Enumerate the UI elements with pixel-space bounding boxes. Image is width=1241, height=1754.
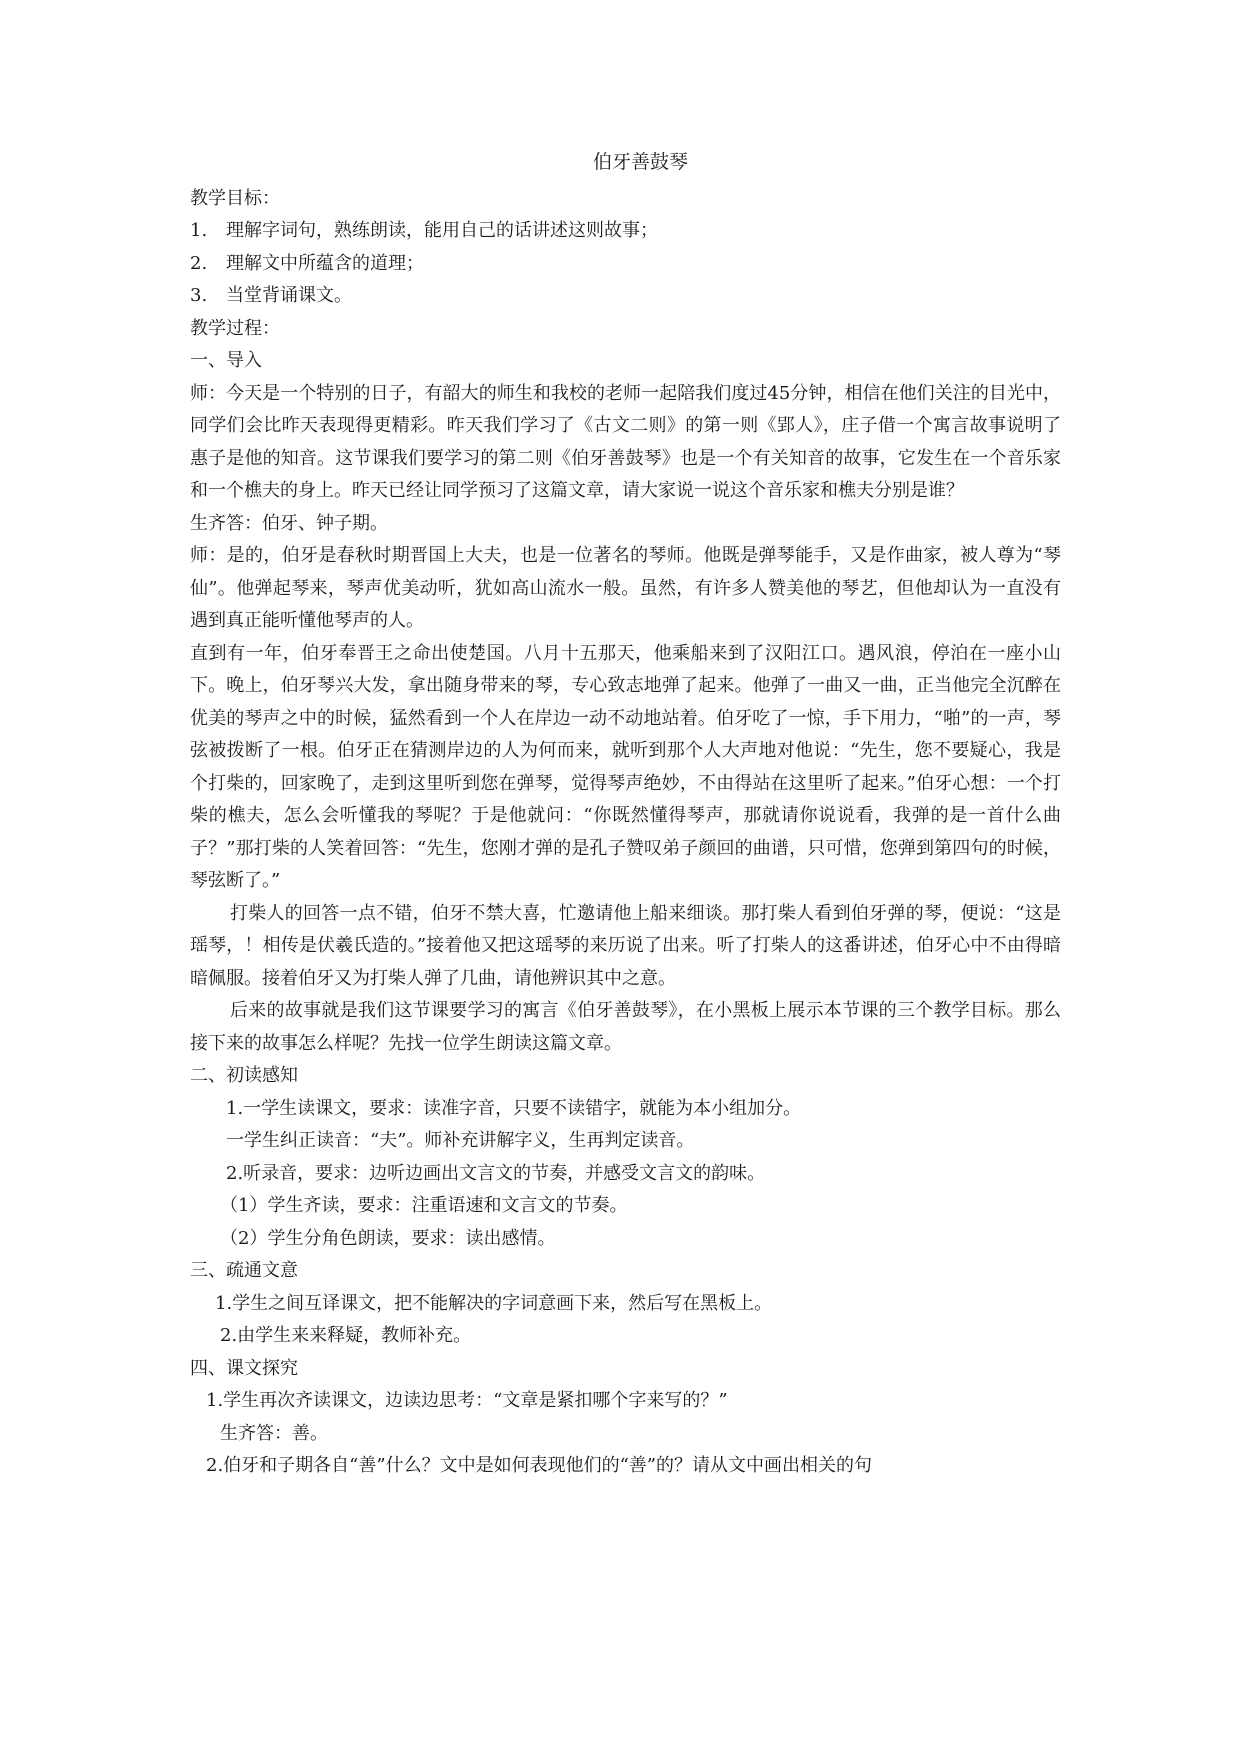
paragraph: 1.学生再次齐读课文，边读边思考：“文章是紧扣哪个字来写的？”	[206, 1390, 728, 1411]
paragraph: 1.学生之间互译课文，把不能解决的字词意画下来，然后写在黑板上。	[215, 1292, 773, 1314]
paragraph: （2）学生分角色朗读，要求：读出感情。	[220, 1227, 556, 1249]
section-heading: 三、疏通文意	[190, 1260, 298, 1281]
goal-number: 2.	[190, 252, 208, 274]
paragraph: 生齐答：伯牙、钟子期。	[190, 512, 388, 534]
paragraph: 2.由学生来来释疑，教师补充。	[220, 1325, 472, 1346]
paragraph: 师：今天是一个特别的日子，有韶大的师生和我校的老师一起陪我们度过45分钟，相信在他们关注的目光中，同学们会比昨天表现得更精彩。昨天我们学习了《古文二则》的第一则《郢人》，庄子借一个寓言故事说明了惠子是他的知音。这节课我们要学习的第二则《伯牙善鼓琴》也是一个有关知音的故事，它发生在一个音乐家和一个樵夫的身上。昨天已经让同学预习了这篇文章，请大家说一说这个音乐家和樵夫分别是谁？	[190, 382, 1061, 501]
paragraph: 后来的故事就是我们这节课要学习的寓言《伯牙善鼓琴》，在小黑板上展示本节课的三个教学目标。那么接下来的故事怎么样呢？先找一位学生朗读这篇文章。	[190, 1000, 1061, 1054]
goal-item	[190, 280, 1061, 313]
section-heading: 二、初读感知	[190, 1065, 298, 1086]
goal-text: 理解字词句，熟练朗读，能用自己的话讲述这则故事；	[226, 220, 658, 241]
goal-number: 1.	[190, 220, 208, 241]
paragraph: 直到有一年，伯牙奉晋王之命出使楚国。八月十五那天，他乘船来到了汉阳江口。遇风浪，停泊在一座小山下。晚上，伯牙琴兴大发，拿出随身带来的琴，专心致志地弹了起来。他弹了一曲又一曲，正当他完全沉醉在优美的琴声之中的时候，猛然看到一个人在岸边一动不动地站着。伯牙吃了一惊，手下用力，“啪”的一声，琴弦被拨断了一根。伯牙正在猜测岸边的人为何而来，就听到那个人大声地对他说：“先生，您不要疑心，我是个打柴的，回家晚了，走到这里听到您在弹琴，觉得琴声绝妙，不由得站在这里听了起来。”伯牙心想：一个打柴的樵夫，怎么会听懂我的琴呢？于是他就问：“你既然懂得琴声，那就请你说说看，我弹的是一首什么曲子？”那打柴的人笑着回答：“先生，您刚才弹的是孔子赞叹弟子颜回的曲谱，只可惜，您弹到第四句的时候，琴弦断了。”	[190, 642, 1061, 891]
goal-text: 当堂背诵课文。	[226, 285, 352, 306]
goals-heading: 教学目标：	[190, 187, 280, 209]
paragraph: 1.一学生读课文，要求：读准字音，只要不读错字，就能为本小组加分。	[226, 1097, 802, 1119]
process-heading: 教学过程：	[190, 317, 280, 339]
section-heading: 四、课文探究	[190, 1357, 298, 1379]
goal-number: 3.	[190, 285, 208, 306]
paragraph: 师：是的，伯牙是春秋时期晋国上大夫，也是一位著名的琴师。他既是弹琴能手，又是作曲家，被人尊为“琴仙”。他弹起琴来，琴声优美动听，犹如高山流水一般。虽然，有许多人赞美他的琴艺，但他却认为一直没有遇到真正能听懂他琴声的人。	[190, 545, 1061, 631]
paragraph: 2.听录音，要求：边听边画出文言文的节奏，并感受文言文的韵味。	[226, 1162, 766, 1184]
goal-item	[190, 248, 1061, 281]
paragraph: （1）学生齐读，要求：注重语速和文言文的节奏。	[220, 1195, 628, 1216]
paragraph: 2.伯牙和子期各自“善”什么？文中是如何表现他们的“善”的？请从文中画出相关的句	[206, 1455, 872, 1476]
document-title: 伯牙善鼓琴	[592, 151, 688, 173]
goal-item	[190, 215, 1061, 248]
paragraph: 生齐答：善。	[220, 1422, 328, 1444]
paragraph: 打柴人的回答一点不错，伯牙不禁大喜，忙邀请他上船来细谈。那打柴人看到伯牙弹的琴，便说：“这是瑶琴，！相传是伏羲氏造的。”接着他又把这瑶琴的来历说了出来。听了打柴人的这番讲述，伯牙心中不由得暗暗佩服。接着伯牙又为打柴人弹了几曲，请他辨识其中之意。	[190, 902, 1061, 989]
goal-text: 理解文中所蕴含的道理；	[226, 252, 424, 274]
section-heading: 一、导入	[190, 350, 262, 371]
paragraph: 一学生纠正读音：“夫”。师补充讲解字义，生再判定读音。	[226, 1130, 695, 1151]
